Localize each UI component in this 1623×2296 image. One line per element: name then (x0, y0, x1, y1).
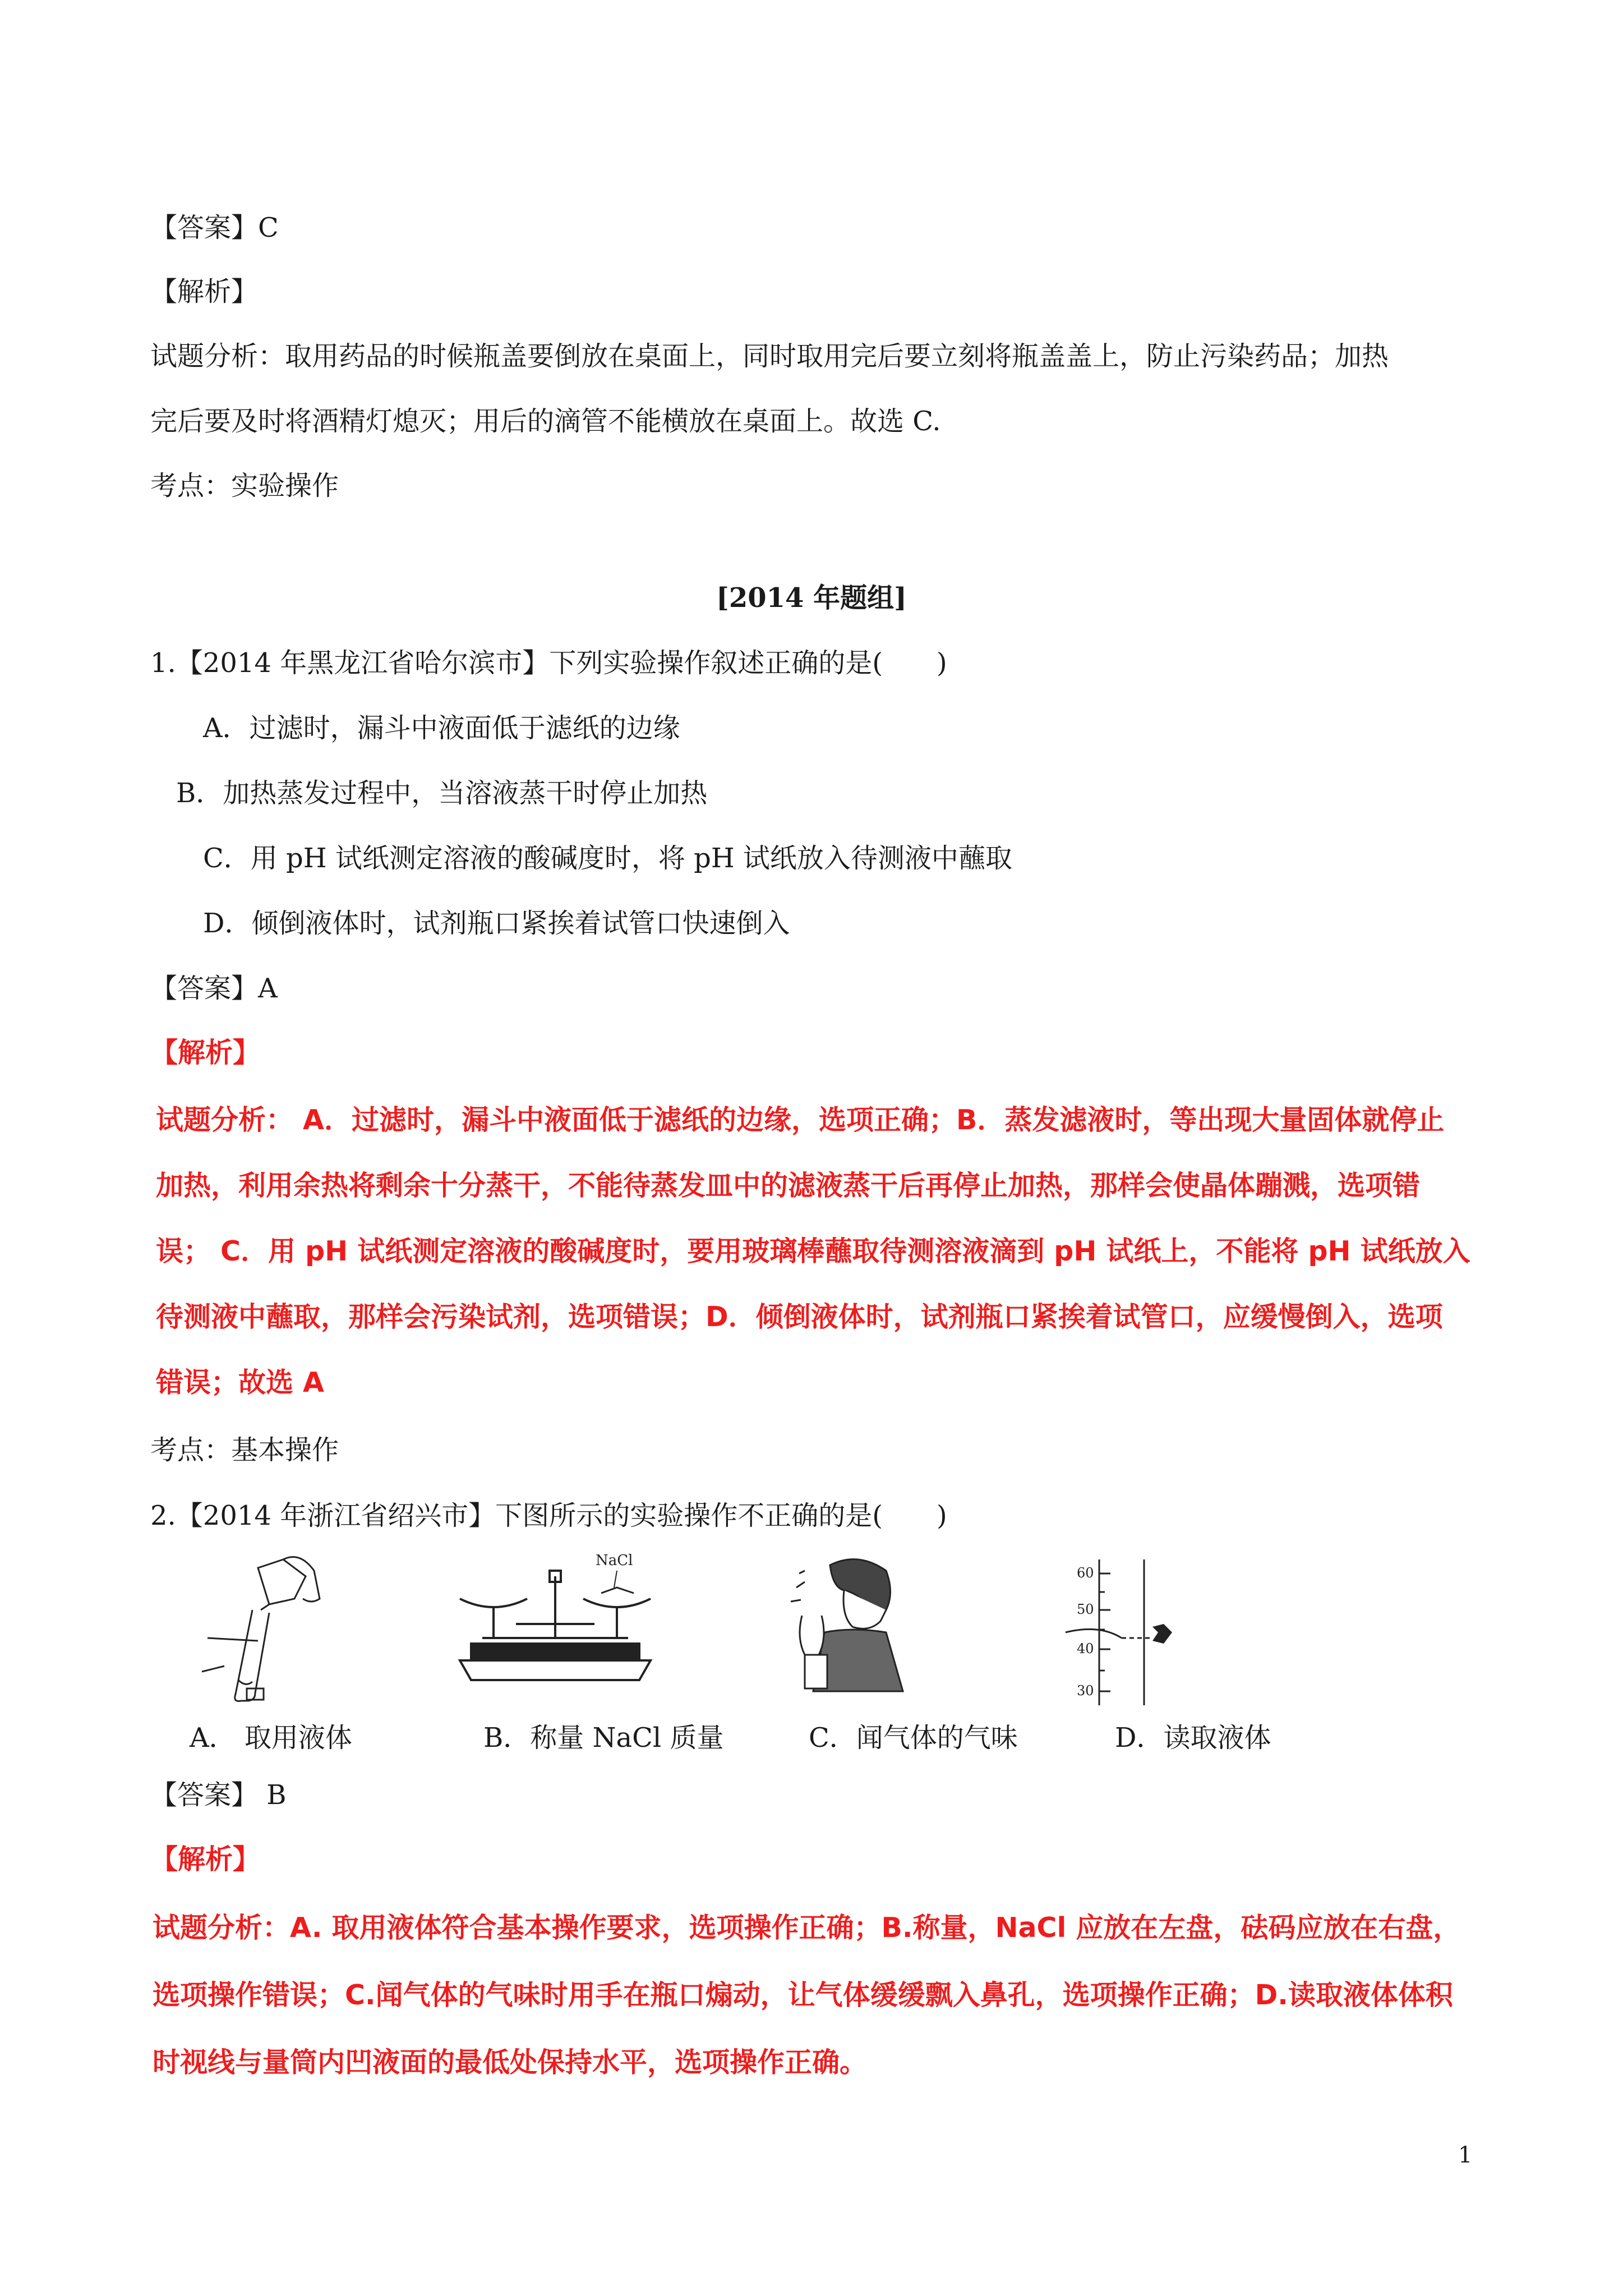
analysis-text: 完后要及时将酒精灯熄灭；用后的滴管不能横放在桌面上。故选 C. (150, 406, 941, 437)
analysis-line: 待测液中蘸取，那样会污染试剂，选项错误；D．倾倒液体时，试剂瓶口紧挨着试管口，应缓慢倒入，选项 (156, 1301, 1443, 1333)
group-title: [2014 年题组] (716, 582, 907, 614)
caption-b: B．称量 NaCl 质量 (483, 1722, 724, 1754)
smelling-gas-figure (774, 1548, 920, 1694)
tick-label: 30 (1077, 1683, 1094, 1699)
analysis-line: 误； C．用 pH 试纸测定溶液的酸碱度时，要用玻璃棒蘸取待测溶液滴到 pH 试纸上，不能将 pH 试纸放入 (156, 1235, 1470, 1267)
option-a: A．过滤时，漏斗中液面低于滤纸的边缘 (203, 712, 680, 744)
question-stem: 2.【2014 年浙江省绍兴市】下图所示的实验操作不正确的是( ) (150, 1500, 947, 1531)
tick-label: 50 (1077, 1602, 1094, 1617)
caption-a: A． 取用液体 (190, 1722, 352, 1754)
analysis-title: 【解析】 (150, 276, 259, 307)
caption-c: C．闻气体的气味 (809, 1722, 1018, 1754)
page-number: 1 (1458, 2142, 1473, 2168)
answer-c: 【答案】C (150, 212, 279, 243)
option-b: B．加热蒸发过程中，当溶液蒸干时停止加热 (176, 777, 708, 809)
balance-figure (449, 1554, 662, 1688)
analysis-text: 试题分析：取用药品的时候瓶盖要倒放在桌面上，同时取用完后要立刻将瓶盖盖上，防止污染药品；加热 (150, 341, 1389, 372)
option-c: C．用 pH 试纸测定溶液的酸碱度时，将 pH 试纸放入待测液中蘸取 (203, 843, 1012, 874)
tick-label: 60 (1077, 1565, 1094, 1581)
nacl-label: NaCl (596, 1554, 633, 1569)
option-d: D．倾倒液体时，试剂瓶口紧挨着试管口快速倒入 (203, 908, 790, 939)
tick-label: 40 (1077, 1641, 1094, 1657)
analysis-title: 【解析】 (150, 1843, 261, 1875)
question-stem: 1.【2014 年黑龙江省哈尔滨市】下列实验操作叙述正确的是( ) (150, 647, 947, 679)
analysis-line: 试题分析： A．过滤时，漏斗中液面低于滤纸的边缘，选项正确；B．蒸发滤液时，等出现大量固体就停止 (156, 1104, 1445, 1136)
graduated-cylinder-figure (1060, 1548, 1172, 1711)
caption-d: D．读取液体 (1115, 1722, 1271, 1754)
analysis-line: 试题分析：A. 取用液体符合基本操作要求，选项操作正确；B.称量，NaCl 应放在左盘，砝码应放在右盘， (153, 1912, 1461, 1944)
analysis-line: 加热，利用余热将剩余十分蒸干，不能待蒸发皿中的滤液蒸干后再停止加热，那样会使晶体蹦溅，选项错 (156, 1170, 1421, 1202)
analysis-line: 错误；故选 A (156, 1366, 324, 1398)
analysis-line: 时视线与量筒内凹液面的最低处保持水平，选项操作正确。 (153, 2046, 868, 2078)
answer-b: 【答案】 B (150, 1779, 287, 1811)
answer-a: 【答案】A (150, 973, 278, 1004)
analysis-line: 选项操作错误；C.闻气体的气味时用手在瓶口煽动，让气体缓缓飘入鼻孔，选项操作正确；D.读取液体体积 (153, 1979, 1453, 2011)
pouring-liquid-figure (185, 1554, 331, 1705)
analysis-title: 【解析】 (150, 1037, 261, 1069)
kaodian: 考点：基本操作 (150, 1434, 339, 1466)
kaodian: 考点：实验操作 (150, 470, 339, 501)
